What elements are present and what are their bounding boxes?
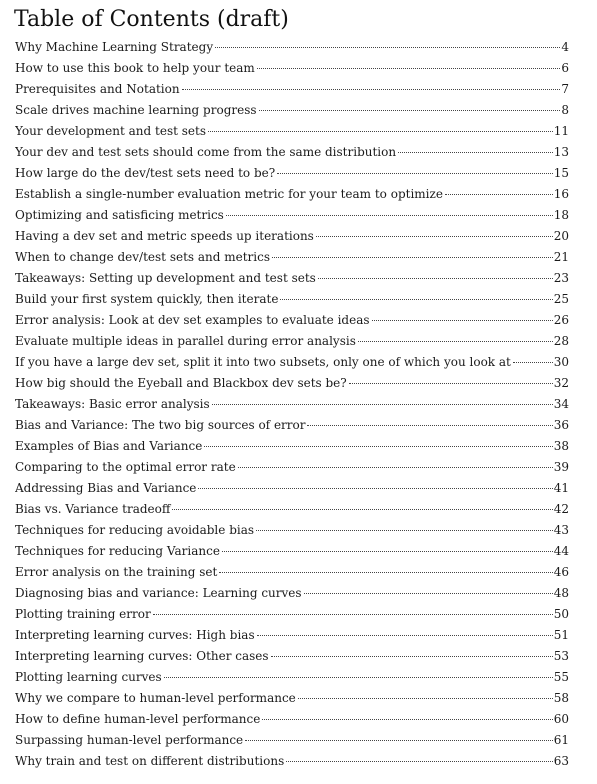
toc-entry-page-number: 18 bbox=[553, 208, 569, 222]
toc-entry-page-number: 50 bbox=[553, 607, 569, 621]
dot-leader bbox=[349, 382, 553, 384]
toc-entry[interactable] bbox=[15, 121, 569, 142]
toc-entry-page-number: 60 bbox=[553, 712, 569, 726]
toc-entry-page-number: 61 bbox=[553, 733, 569, 747]
toc-entry[interactable] bbox=[15, 142, 569, 163]
toc-entry-page-number: 41 bbox=[553, 481, 569, 495]
toc-entry-title: Your dev and test sets should come from the same distribution bbox=[15, 145, 397, 159]
dot-leader bbox=[271, 655, 553, 657]
toc-entry-page-number: 21 bbox=[553, 250, 569, 264]
toc-entry-title: Having a dev set and metric speeds up iterations bbox=[15, 229, 314, 243]
toc-entry-page-number: 23 bbox=[553, 271, 569, 285]
toc-entry-title: Diagnosing bias and variance: Learning curves bbox=[15, 586, 302, 600]
toc-entry[interactable] bbox=[15, 667, 569, 688]
dot-leader bbox=[222, 550, 553, 552]
toc-entry[interactable] bbox=[15, 646, 569, 667]
toc-entry[interactable] bbox=[15, 58, 569, 79]
toc-entry-title: Examples of Bias and Variance bbox=[15, 439, 203, 453]
toc-entry[interactable] bbox=[15, 457, 569, 478]
toc-entry[interactable] bbox=[15, 751, 569, 772]
toc-entry-page-number: 16 bbox=[553, 187, 569, 201]
toc-entry-title: Interpreting learning curves: High bias bbox=[15, 628, 255, 642]
toc-entry[interactable] bbox=[15, 415, 569, 436]
toc-entry-page-number: 55 bbox=[553, 670, 569, 684]
toc-entry[interactable] bbox=[15, 163, 569, 184]
dot-leader bbox=[307, 424, 552, 426]
toc-entry-page-number: 30 bbox=[553, 355, 569, 369]
toc-entry[interactable] bbox=[15, 709, 569, 730]
toc-entry[interactable] bbox=[15, 289, 569, 310]
toc-entry-page-number: 28 bbox=[553, 334, 569, 348]
toc-entry[interactable] bbox=[15, 520, 569, 541]
toc-entry-title: Optimizing and satisficing metrics bbox=[15, 208, 224, 222]
toc-list bbox=[15, 37, 569, 772]
toc-entry-title: Why we compare to human-level performance bbox=[15, 691, 296, 705]
toc-entry-title: When to change dev/test sets and metrics bbox=[15, 250, 271, 264]
toc-entry-page-number: 7 bbox=[561, 82, 569, 96]
dot-leader bbox=[204, 445, 552, 447]
toc-entry-title: If you have a large dev set, split it into two subsets, only one of which you look at bbox=[15, 355, 511, 369]
toc-entry-page-number: 20 bbox=[553, 229, 569, 243]
toc-entry[interactable] bbox=[15, 79, 569, 100]
dot-leader bbox=[226, 214, 553, 216]
toc-entry[interactable] bbox=[15, 604, 569, 625]
toc-entry[interactable] bbox=[15, 352, 569, 373]
dot-leader bbox=[445, 193, 553, 195]
toc-entry[interactable] bbox=[15, 100, 569, 121]
toc-entry-title: Build your first system quickly, then iterate bbox=[15, 292, 279, 306]
toc-entry[interactable] bbox=[15, 688, 569, 709]
dot-leader bbox=[164, 676, 553, 678]
toc-entry[interactable] bbox=[15, 226, 569, 247]
toc-entry-title: How to use this book to help your team bbox=[15, 61, 255, 75]
toc-entry[interactable] bbox=[15, 268, 569, 289]
dot-leader bbox=[259, 109, 561, 111]
toc-entry-page-number: 25 bbox=[553, 292, 569, 306]
toc-entry-page-number: 8 bbox=[561, 103, 569, 117]
toc-entry-title: Your development and test sets bbox=[15, 124, 206, 138]
toc-entry-title: Plotting training error bbox=[15, 607, 151, 621]
toc-entry-title: Techniques for reducing avoidable bias bbox=[15, 523, 255, 537]
dot-leader bbox=[198, 487, 552, 489]
dot-leader bbox=[212, 403, 553, 405]
toc-entry-page-number: 43 bbox=[553, 523, 569, 537]
toc-entry[interactable] bbox=[15, 730, 569, 751]
toc-entry-title: Bias vs. Variance tradeoff bbox=[15, 502, 171, 516]
dot-leader bbox=[277, 172, 553, 174]
toc-entry-title: How to define human-level performance bbox=[15, 712, 261, 726]
toc-entry-title: Interpreting learning curves: Other cases bbox=[15, 649, 269, 663]
toc-entry-title: Scale drives machine learning progress bbox=[15, 103, 257, 117]
toc-entry-title: Takeaways: Setting up development and test sets bbox=[15, 271, 316, 285]
toc-entry-page-number: 48 bbox=[553, 586, 569, 600]
toc-entry-title: Plotting learning curves bbox=[15, 670, 162, 684]
dot-leader bbox=[513, 361, 553, 363]
dot-leader bbox=[304, 592, 553, 594]
dot-leader bbox=[219, 571, 552, 573]
toc-entry-title: Addressing Bias and Variance bbox=[15, 481, 197, 495]
dot-leader bbox=[318, 277, 553, 279]
dot-leader bbox=[257, 634, 553, 636]
toc-entry-title: Error analysis: Look at dev set examples to evaluate ideas bbox=[15, 313, 370, 327]
toc-entry-page-number: 26 bbox=[553, 313, 569, 327]
toc-entry-title: Surpassing human-level performance bbox=[15, 733, 244, 747]
dot-leader bbox=[372, 319, 553, 321]
toc-entry[interactable] bbox=[15, 499, 569, 520]
toc-entry[interactable] bbox=[15, 247, 569, 268]
toc-entry[interactable] bbox=[15, 478, 569, 499]
toc-entry-page-number: 34 bbox=[553, 397, 569, 411]
toc-entry[interactable] bbox=[15, 205, 569, 226]
toc-entry[interactable] bbox=[15, 583, 569, 604]
toc-entry-page-number: 58 bbox=[553, 691, 569, 705]
toc-entry-title: Why Machine Learning Strategy bbox=[15, 40, 214, 54]
toc-entry[interactable] bbox=[15, 541, 569, 562]
toc-entry-title: Prerequisites and Notation bbox=[15, 82, 180, 96]
toc-entry-page-number: 42 bbox=[553, 502, 569, 516]
toc-entry-page-number: 39 bbox=[553, 460, 569, 474]
toc-entry-page-number: 32 bbox=[553, 376, 569, 390]
dot-leader bbox=[286, 760, 552, 762]
toc-entry-page-number: 6 bbox=[561, 61, 569, 75]
toc-title: Table of Contents (draft) bbox=[14, 7, 289, 32]
dot-leader bbox=[398, 151, 553, 153]
toc-entry-page-number: 63 bbox=[553, 754, 569, 768]
toc-entry-page-number: 4 bbox=[561, 40, 569, 54]
dot-leader bbox=[298, 697, 553, 699]
toc-entry-title: How large do the dev/test sets need to be? bbox=[15, 166, 276, 180]
toc-entry[interactable] bbox=[15, 625, 569, 646]
toc-entry-title: Bias and Variance: The two big sources of error bbox=[15, 418, 306, 432]
dot-leader bbox=[153, 613, 553, 615]
toc-entry-title: How big should the Eyeball and Blackbox dev sets be? bbox=[15, 376, 347, 390]
toc-entry-title: Error analysis on the training set bbox=[15, 565, 218, 579]
toc-entry-page-number: 51 bbox=[553, 628, 569, 642]
toc-entry[interactable] bbox=[15, 436, 569, 457]
toc-entry-title: Takeaways: Basic error analysis bbox=[15, 397, 210, 411]
dot-leader bbox=[272, 256, 553, 258]
toc-entry[interactable] bbox=[15, 37, 569, 58]
toc-entry[interactable] bbox=[15, 310, 569, 331]
dot-leader bbox=[262, 718, 552, 720]
toc-entry-title: Evaluate multiple ideas in parallel during error analysis bbox=[15, 334, 356, 348]
toc-entry-page-number: 13 bbox=[553, 145, 569, 159]
toc-entry-title: Why train and test on different distributions bbox=[15, 754, 285, 768]
toc-entry-page-number: 44 bbox=[553, 544, 569, 558]
toc-entry-title: Comparing to the optimal error rate bbox=[15, 460, 236, 474]
toc-entry-page-number: 15 bbox=[553, 166, 569, 180]
toc-entry-page-number: 53 bbox=[553, 649, 569, 663]
dot-leader bbox=[182, 88, 561, 90]
toc-entry-page-number: 38 bbox=[553, 439, 569, 453]
dot-leader bbox=[257, 67, 561, 69]
dot-leader bbox=[172, 508, 552, 510]
dot-leader bbox=[280, 298, 552, 300]
toc-entry[interactable] bbox=[15, 394, 569, 415]
toc-entry-page-number: 46 bbox=[553, 565, 569, 579]
toc-entry-page-number: 36 bbox=[553, 418, 569, 432]
toc-entry-title: Establish a single-number evaluation metric for your team to optimize bbox=[15, 187, 443, 201]
toc-entry[interactable] bbox=[15, 184, 569, 205]
toc-entry[interactable] bbox=[15, 562, 569, 583]
dot-leader bbox=[316, 235, 553, 237]
dot-leader bbox=[215, 46, 560, 48]
dot-leader bbox=[238, 466, 553, 468]
dot-leader bbox=[245, 739, 553, 741]
dot-leader bbox=[358, 340, 553, 342]
dot-leader bbox=[256, 529, 553, 531]
dot-leader bbox=[208, 130, 553, 132]
toc-entry-title: Techniques for reducing Variance bbox=[15, 544, 220, 558]
toc-entry[interactable] bbox=[15, 373, 569, 394]
toc-entry[interactable] bbox=[15, 331, 569, 352]
toc-entry-page-number: 11 bbox=[553, 124, 569, 138]
